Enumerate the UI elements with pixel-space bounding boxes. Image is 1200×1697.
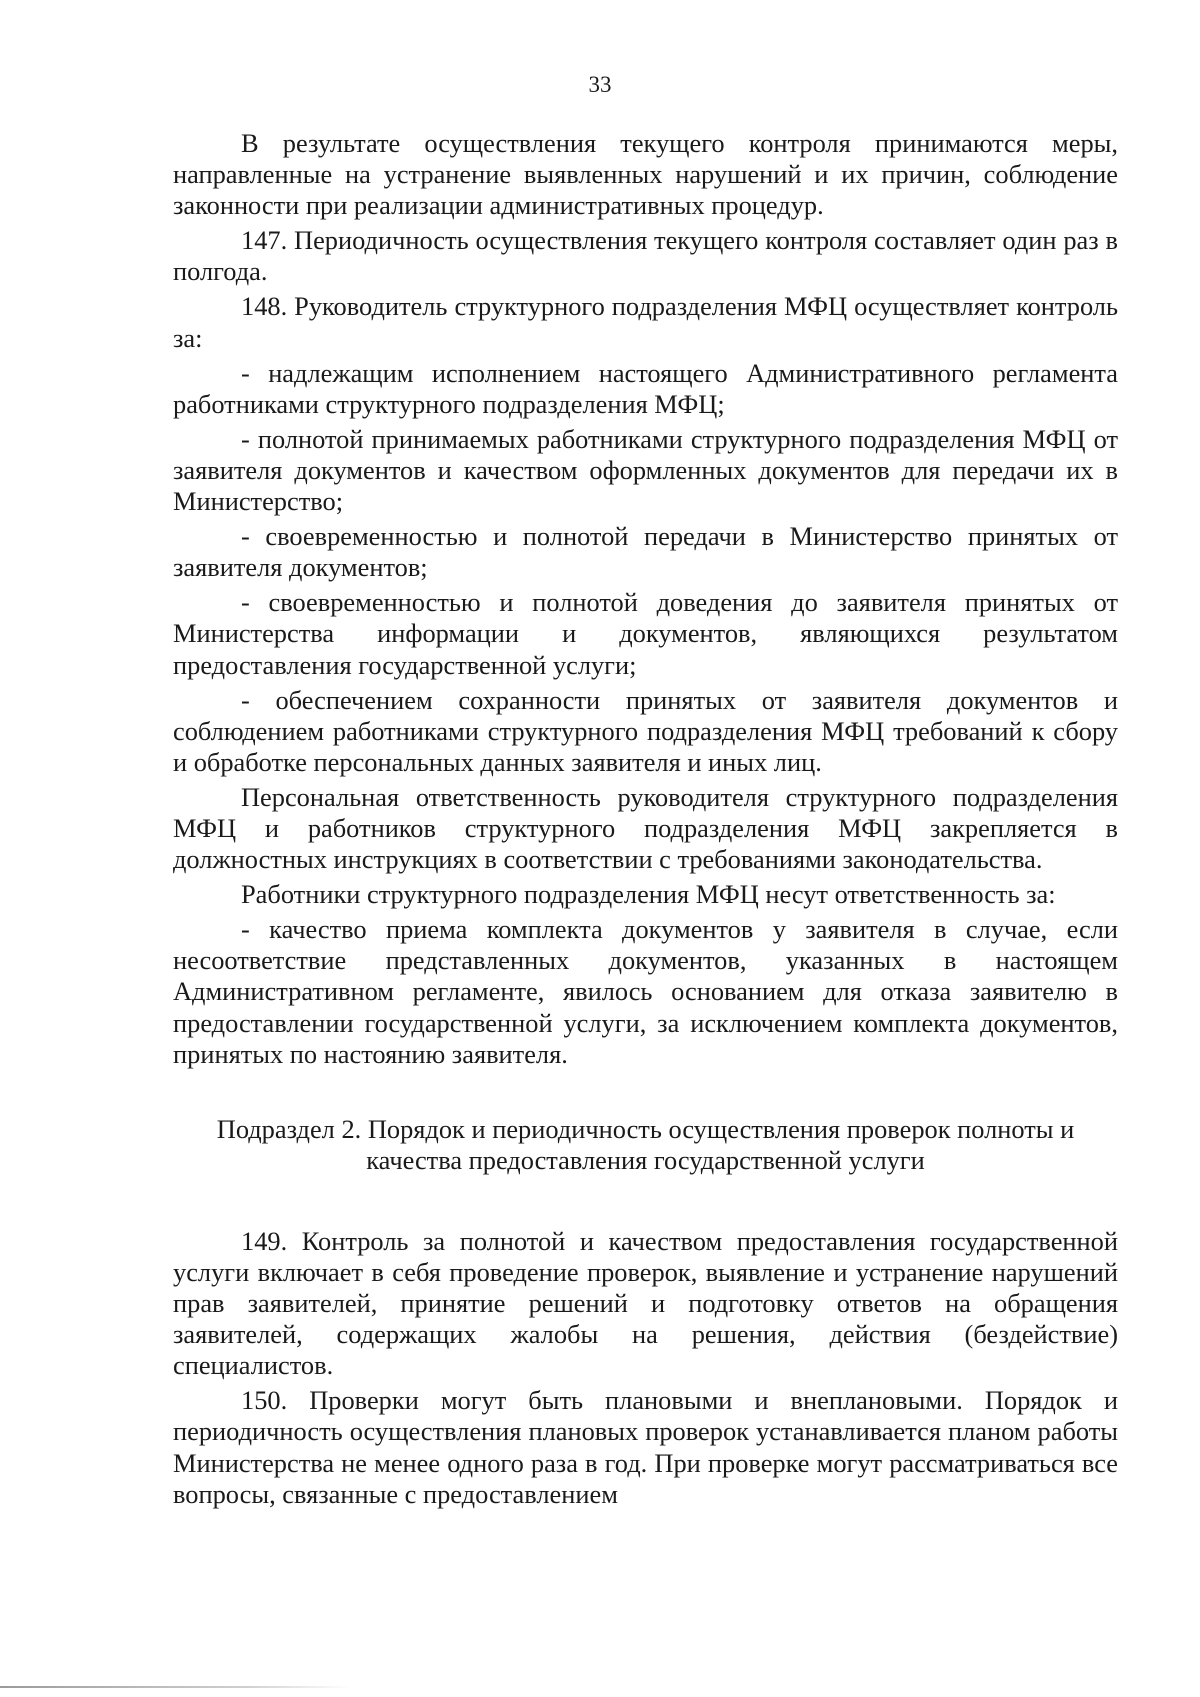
list-item-transfer-timeliness: - своевременностью и полнотой передачи в Министерство принятых от заявителя документов; — [173, 521, 1118, 583]
paragraph-150: 150. Проверки могут быть плановыми и внеплановыми. Порядок и периодичность осуществления плановых проверок устанавливается планом работы Министерства не менее одного раза в год. При проверке могут рассматриваться все вопросы, связанные с предоставлением — [173, 1385, 1118, 1509]
list-item-regulation-compliance: - надлежащим исполнением настоящего Административного регламента работниками структурного подразделения МФЦ; — [173, 357, 1118, 419]
list-item-documents-completeness: - полнотой принимаемых работниками структурного подразделения МФЦ от заявителя документов и качеством оформленных документов для передачи их в Министерство; — [173, 423, 1118, 517]
list-item-delivery-timeliness: - своевременностью и полнотой доведения до заявителя принятых от Министерства информации и документов, являющихся результатом предоставления государственной услуги; — [173, 587, 1118, 680]
paragraph-147: 147. Периодичность осуществления текущего контроля составляет один раз в полгода. — [173, 225, 1118, 287]
paragraph-149: 149. Контроль за полнотой и качеством предоставления государственной услуги включает в себя проведение проверок, выявление и устранение нарушений прав заявителей, принятие решений и подготовку ответов на обращения заявителей, содержащих жалобы на решения, действия (бездействие) специалистов. — [173, 1225, 1118, 1381]
list-item-document-safety: - обеспечением сохранности принятых от заявителя документов и соблюдением работниками структурного подразделения МФЦ требований к сбору и обработке персональных данных заявителя и иных лиц. — [173, 684, 1118, 777]
scan-edge-line — [0, 1686, 350, 1688]
paragraph-workers-responsibility: Работники структурного подразделения МФЦ несут ответственность за: — [241, 879, 1056, 910]
paragraph-personal-responsibility: Персональная ответственность руководителя структурного подразделения МФЦ и работников структурного подразделения МФЦ закрепляется в должностных инструкциях в соответствии с требованиями законодательства. — [173, 781, 1118, 875]
list-item-reception-quality: - качество приема комплекта документов у заявителя в случае, если несоответствие представленных документов, указанных в настоящем Административном регламенте, явилось основанием для отказа заявителю в предоставлении государственной услуги, за исключением комплекта документов, принятых по настоянию заявителя. — [173, 914, 1118, 1069]
document-body — [173, 128, 1118, 1510]
paragraph-control-measures: В результате осуществления текущего контроля принимаются меры, направленные на устранение выявленных нарушений и их причин, соблюдение законности при реализации административных процедур. — [173, 128, 1118, 221]
page-number: 33 — [588, 72, 612, 97]
paragraph-148: 148. Руководитель структурного подразделения МФЦ осуществляет контроль за: — [173, 291, 1118, 353]
section-heading: Подраздел 2. Порядок и периодичность осуществления проверок полноты и качества предоставления государственной услуги — [216, 1113, 1075, 1175]
